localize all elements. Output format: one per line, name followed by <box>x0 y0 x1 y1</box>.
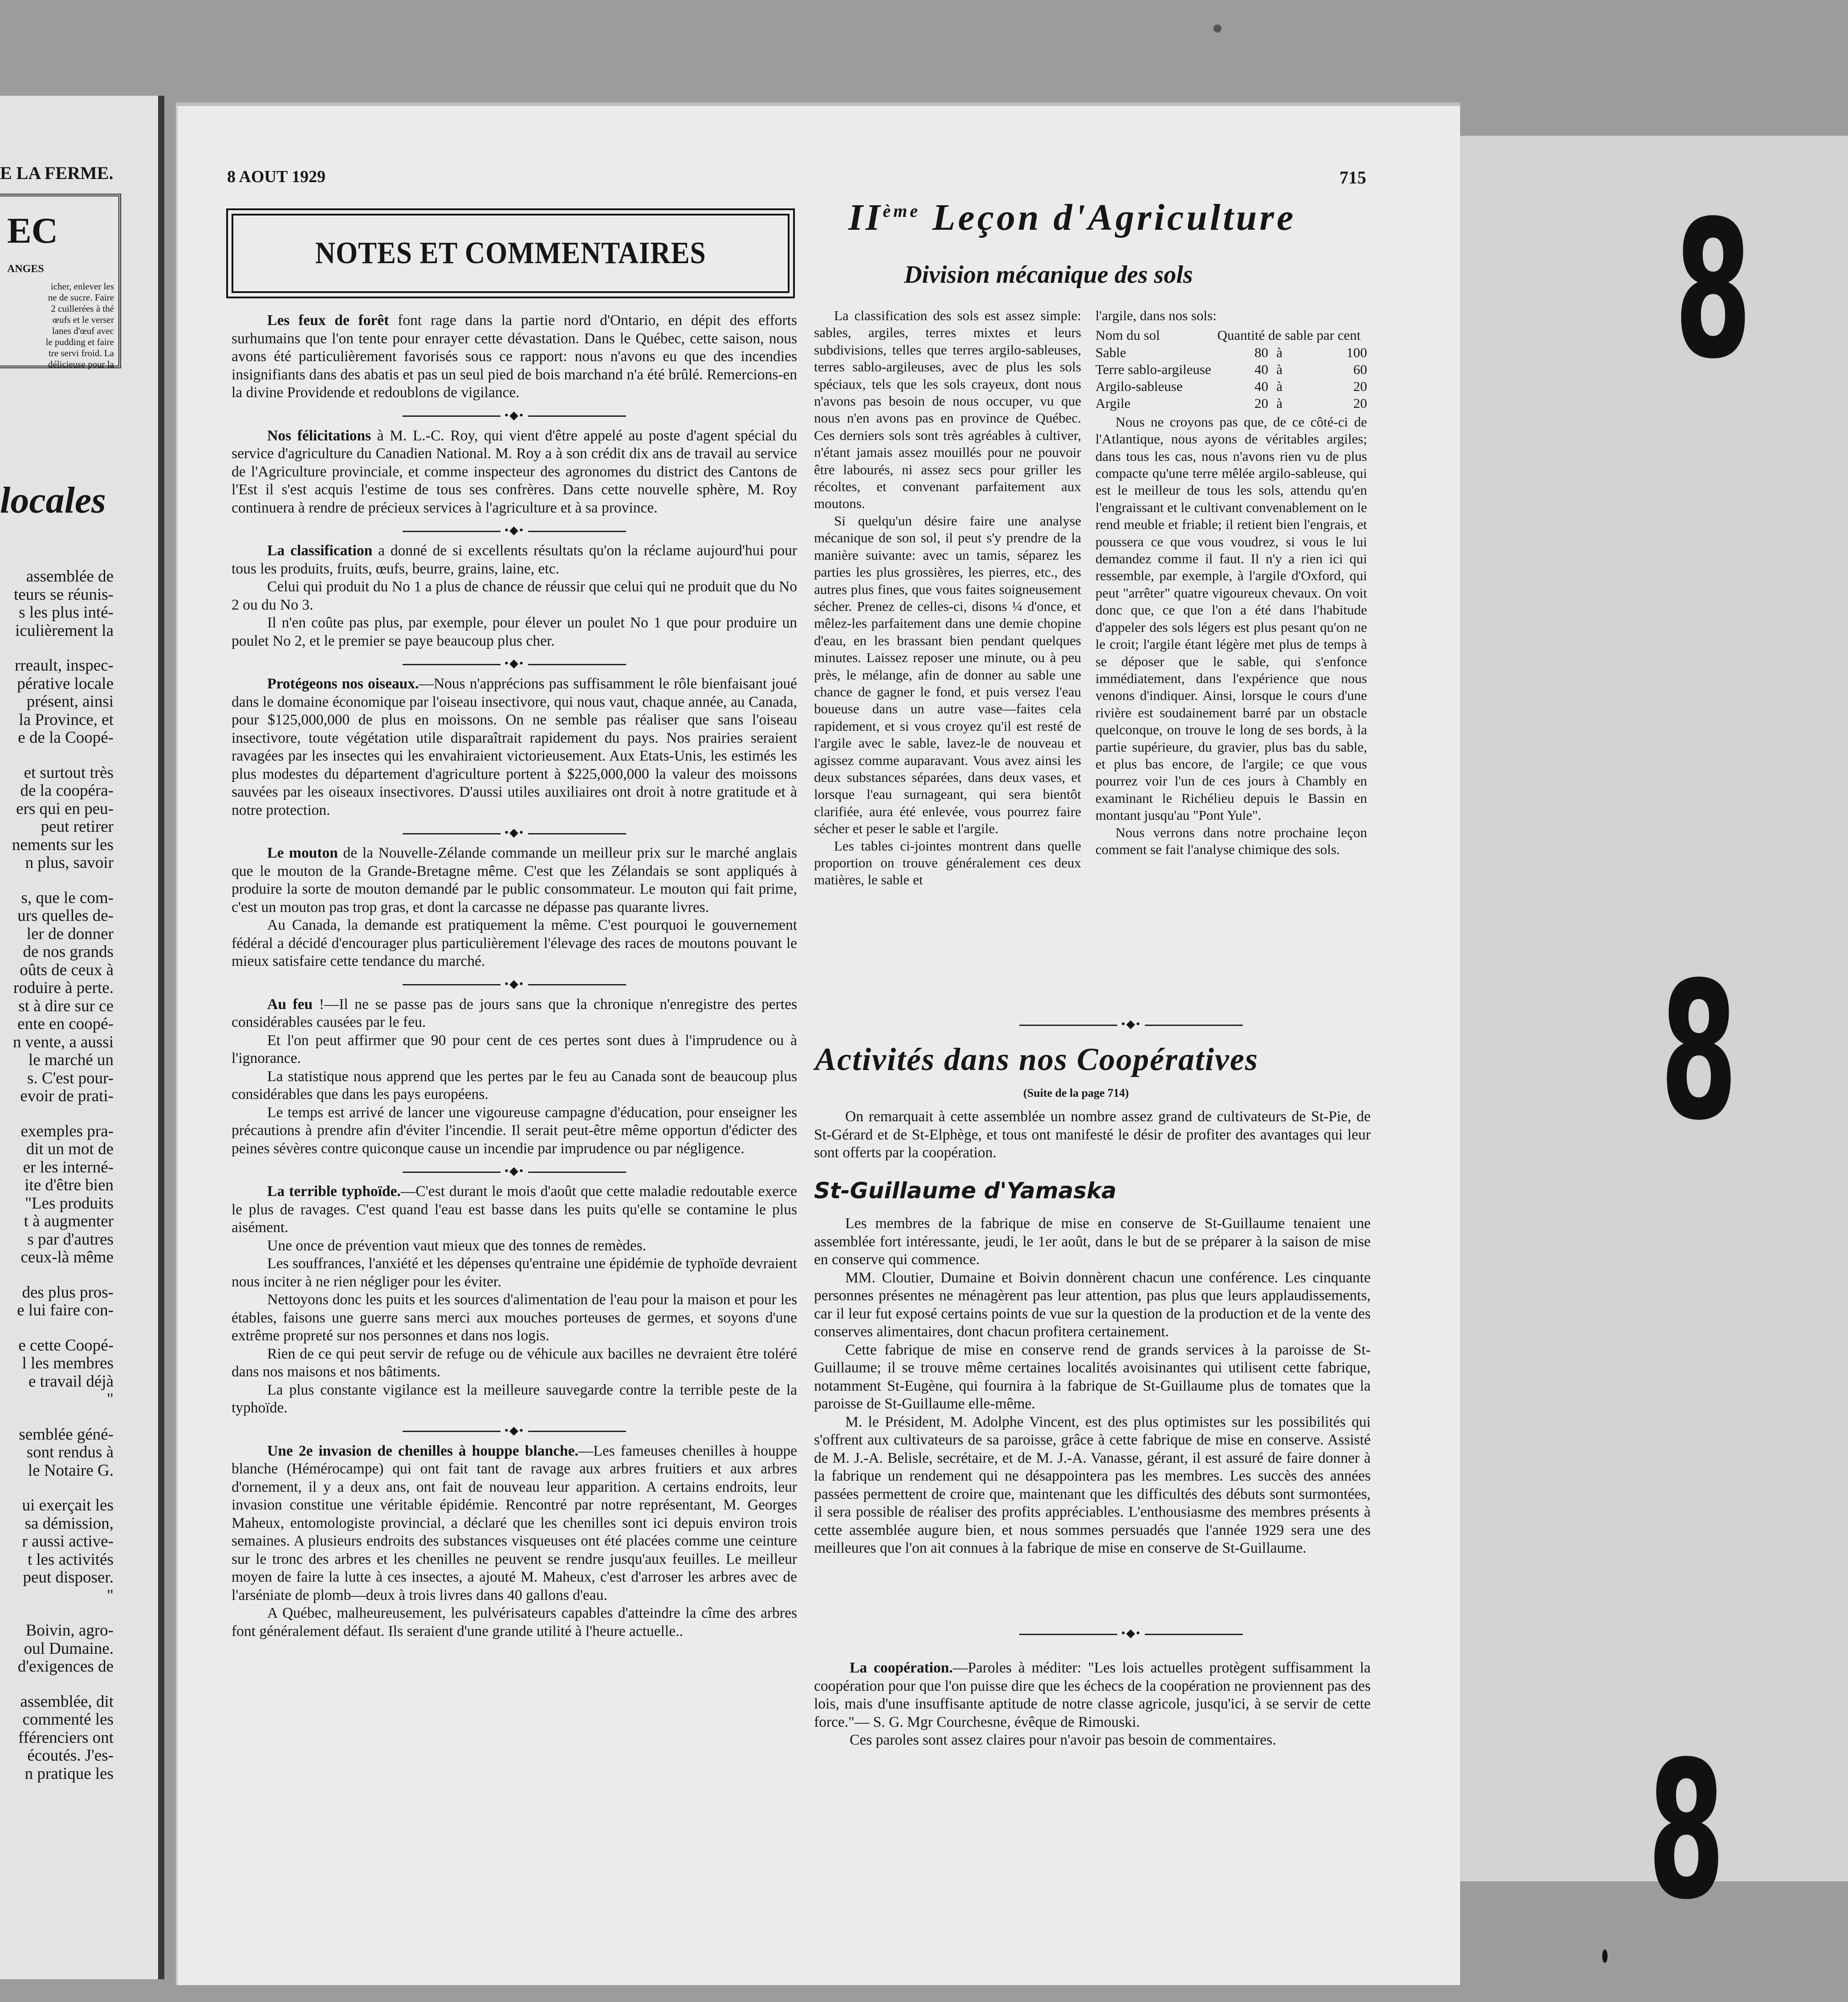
lesson-paragraph: La classification des sols est assez simple: sables, argiles, terres mixtes et leurs subdivisions, telles que terres argilo-sableuses, terres sablo-argileuses, avec de plus les sols spéciaux, tels que les sols crayeux, dont nous n'avons pas besoin de nous occuper, vu que nous n'en avons pas en province de Québec. Ces derniers sols sont très agréables à cultiver, n'étant jamais assez mouillés pour ne pouvoir être labourés, ni assez secs pour griller les récoltes, et convenant parfaitement aux moutons. <box>814 308 1081 512</box>
st-guillaume-paragraph: MM. Cloutier, Dumaine et Boivin donnèrent chacun une conférence. Les cinquante personnes présentes ne ménagèrent pas leur attention, pas plus que leurs applaudissements, car il leur fut exposé certains points de vue sur la question de la production et de la vente des conserves alimentaires, dont chacun profitera certainement. <box>814 1269 1371 1340</box>
note-text: à M. L.-C. Roy, qui vient d'être appelé au poste d'agent spécial du service d'agriculture du Canadien National. M. Roy a à son crédit dix ans de travail au service de l'Agriculture provinciale, et comme inspecteur des agronomes du district des Cantons de l'Est il s'est acquis l'estime de tous ses confrères. Dans cette nouvelle sphère, M. Roy continuera à rendre de précieux services à l'agriculture et à sa province. <box>232 427 797 516</box>
lesson-paragraph: Si quelqu'un désire faire une analyse mécanique de son sol, il peut s'y prendre de la manière suivante: avec un tamis, séparez les parties les plus grossières, les pierres, etc., des autres plus fines, que vous faites soigneusement sécher. Prenez de celles-ci, disons ¼ d'once, et mêlez-les parfaitement dans une demie chopine d'eau, en les brassant bien pendant quelques minutes. Laissez reposer une minute, ou à peu près, le mélange, afin de donner au sable une chance de gagner le fond, et puis versez l'eau boueuse dans un autre vase—faites cela rapidement, et si vous croyez qu'il est resté de l'argile avec le sable, lavez-le de nouveau et agissez comme auparavant. Vous avez ainsi les deux substances séparées, dans deux vases, et lorsque l'eau surnageant, qui sera bientôt clarifiée, aura été enlevée, vous pourrez faire sécher et peser le sable et l'argile. <box>814 513 1081 837</box>
note-article <box>232 1442 797 1641</box>
note-paragraph <box>232 1255 797 1291</box>
st-guillaume-paragraph: Cette fabrique de mise en conserve rend de grands services à la paroisse de St-Guillaume; il se trouve même certaines localités avoisinantes qui utilisent cette fabrique, notamment St-Eugène, qui fournira à la fabrique de St-Guillaume plus de tomates que la paroisse de St-Guillaume elle-même. <box>814 1341 1371 1412</box>
left-page-paragraph: exemples pra- dit un mot de er les interné- ite d'être bien "Les produits t à augmenter s par d'autres ceux-là même <box>20 1122 114 1266</box>
note-article <box>232 844 797 971</box>
soil-table-header-name: Nom du sol <box>1095 327 1160 343</box>
note-text: Et l'on peut affirmer que 90 pour cent de ces pertes sont dues à l'imprudence ou à l'ignorance. <box>232 1032 797 1066</box>
soil-from-cell: 20 <box>1254 395 1269 411</box>
page-date: 8 AOUT 1929 <box>227 167 326 186</box>
coop-title: Activités dans nos Coopératives <box>815 1042 1258 1077</box>
soil-to-cell: 20 <box>1353 395 1367 411</box>
soil-sep-cell: à <box>1276 378 1283 394</box>
left-recipe-box <box>0 194 121 368</box>
note-lead: Les feux de forêt <box>267 312 389 329</box>
note-divider: •◆• <box>232 655 797 675</box>
note-article <box>232 675 797 819</box>
st-guillaume-paragraph: Les membres de la fabrique de mise en conserve de St-Guillaume tenaient une assemblée fort intéressante, jeudi, le 1er août, dans le but de se préparer à la saison de mise en conserve qui commence. <box>814 1215 1371 1268</box>
cooperation-quote-lead: La coopération. <box>850 1660 953 1676</box>
soil-to-cell: 60 <box>1353 361 1367 377</box>
left-page-heading: locales <box>0 480 106 521</box>
section-divider: •◆• <box>1006 1015 1256 1036</box>
soil-sep-cell: à <box>1276 395 1283 411</box>
note-text: Nettoyons donc les puits et les sources d'alimentation de l'eau pour la maison et pour les étables, faisons une guerre sans merci aux mouches porteuses de germes, et soyons d'une extrême propreté sur nos personnes et dans nos logis. <box>232 1291 797 1344</box>
lesson-title <box>848 196 1296 239</box>
lesson-paragraph: Nous verrons dans notre prochaine leçon comment se fait l'analyse chimique des sols. <box>1095 824 1367 857</box>
note-paragraph <box>232 312 797 402</box>
soil-to-cell: 100 <box>1346 344 1367 360</box>
soil-name-cell: Argile <box>1095 395 1131 411</box>
side-mark: 8 <box>1674 180 1752 400</box>
note-text: Au Canada, la demande est pratiquement la même. C'est pourquoi le gouvernement fédéral a décidé d'encourager plus particulièrement l'élevage des races de moutons pouvant le mieux satisfaire cette tendance du marché. <box>232 917 797 969</box>
left-page-paragraph: assemblée, dit commenté les fférenciers ont écoutés. J'es- n pratique les <box>18 1692 114 1783</box>
section-divider: •◆• <box>1006 1624 1256 1645</box>
coop-continued-note: (Suite de la page 714) <box>1023 1086 1129 1099</box>
note-paragraph <box>232 542 797 578</box>
left-page-paragraph: semblée géné- sont rendus à le Notaire G. <box>19 1425 114 1480</box>
soil-table-row <box>1095 361 1367 378</box>
note-lead: Le mouton <box>267 845 338 861</box>
notes-title-box <box>232 214 790 293</box>
lesson-paragraph: Nous ne croyons pas que, de ce côté-ci de l'Atlantique, nous ayons de véritables argiles; dans tous les cas, nous n'avons rien vu de plus compacte qu'une terre mêlée argilo-sableuse, qui est le meilleur de tous les sols, attendu qu'en l'engraissant et le cultivant convenablement on le rend meuble et friable; il retient bien l'engrais, et poussera ce que vous voudrez, si vous le lui demandez comme il faut. Il n'y a rien ici qui ressemble, par exemple, à l'argile d'Oxford, qui peut "arrêter" quatre vigoureux chevaux. On voit donc que, ce que l'on a été dans l'habitude d'appeler des sols légers est plus pesant qu'on ne le croit; l'argile étant légère met plus de temps à se déposer que le sable, qui s'enfonce immédiatement, dans l'expérience que nous venons d'indiquer. Ainsi, lorsque le cours d'une rivière est soudainement barré par un obstacle quelconque, on trouve le long de ses bords, à la partie supérieure, du gravier, plus bas du sable, et plus bas encore, de l'argile; ce que vous pourrez voir l'un de ces jours à Chambly en examinant le Richélieu depuis le Bassin en montant jusqu'au "Pont Yule". <box>1095 414 1367 823</box>
left-page-paragraph: Boivin, agro- oul Dumaine. d'exigences de <box>17 1621 114 1676</box>
note-lead: Nos félicitations <box>267 427 371 444</box>
note-divider: •◆• <box>232 1162 797 1183</box>
note-text: —C'est durant le mois d'août que cette maladie redoutable exerce le plus de ravages. C'est quand l'eau est basse dans les puits qu'elle se contamine le plus aisément. <box>232 1183 797 1236</box>
soil-table-row <box>1095 378 1367 395</box>
page-number: 715 <box>1339 167 1366 187</box>
left-page-paragraph: e cette Coopé- l les membres e travail déjà " <box>18 1336 114 1408</box>
st-guillaume-heading: St-Guillaume d'Yamaska <box>814 1178 1117 1204</box>
left-page-paragraph: et surtout très de la coopéra- ers qui en peu- peut retirer nements sur les n plus, savoir <box>12 763 114 872</box>
left-page-paragraph: ui exerçait les sa démission, r aussi active- t les activités peut disposer. " <box>22 1496 114 1605</box>
soil-name-cell: Argilo-sableuse <box>1095 378 1183 394</box>
note-text: —Nous n'apprécions pas suffisamment le rôle bienfaisant joué dans le domaine économique par l'oiseau insectivore, qui nous vaut, chaque année, au Canada, pour $125,000,000 de plus en moissons. On ne semble pas réaliser que sans l'oiseau insectivore, toute végétation utile disparaîtrait rapidement du pays. Nos prairies seraient ravagées par les insectes qui les envahiraient victorieusement. Aux Etats-Unis, les estimés les plus modestes du département d'agriculture portent à $225,000,000 la valeur des moissons sauvées par les oiseaux insectivores. D'aussi utiles auxiliaires ont droit à notre gratitude et à notre protection. <box>232 675 797 818</box>
cooperation-quote-paragraph <box>814 1659 1371 1731</box>
note-text: Rien de ce qui peut servir de refuge ou de véhicule aux bacilles ne devraient être toléré dans nos maisons et nos bâtiments. <box>232 1345 797 1380</box>
note-divider: •◆• <box>232 824 797 844</box>
note-divider: •◆• <box>232 1422 797 1442</box>
lesson-left-column <box>814 307 1081 889</box>
note-paragraph <box>232 614 797 650</box>
note-text: font rage dans la partie nord d'Ontario, en dépit des efforts surhumains que l'on tente pour enrayer cette dévastation. Dans le Québec, cette saison, nous avons été particulièrement favorisés sous ce rapport: nous n'avons eu que des incendies insignifiants dans des abatis et pas un seul pied de bois marchand n'a été brûlé. Remercions-en la divine Providende et redoublons de vigilance. <box>232 312 797 401</box>
note-paragraph <box>232 1442 797 1605</box>
note-paragraph <box>232 1291 797 1345</box>
soil-to-cell: 20 <box>1353 378 1367 394</box>
soil-name-cell: Sable <box>1095 344 1126 360</box>
left-page-paragraph: s, que le com- urs quelles de- ler de donner de nos grands oûts de ceux à roduire à perte. st à dire sur ce ente en coopé- n vente, a aussi le marché un s. C'est pour- evoir de prati- <box>12 888 114 1105</box>
note-divider: •◆• <box>232 407 797 427</box>
note-paragraph <box>232 1237 797 1255</box>
note-lead: Une 2e invasion de chenilles à houppe blanche. <box>267 1442 578 1459</box>
ink-speck <box>1213 24 1221 33</box>
note-text: Une once de prévention vaut mieux que des tonnes de remèdes. <box>267 1237 647 1254</box>
cooperation-quote-end: Ces paroles sont assez claires pour n'avoir pas besoin de commentaires. <box>850 1732 1276 1748</box>
left-box-title: EC <box>7 210 58 251</box>
note-lead: Protégeons nos oiseaux. <box>267 675 419 692</box>
lesson-right-column <box>1095 307 1367 858</box>
soil-sep-cell: à <box>1276 361 1283 377</box>
note-text: !—Il ne se passe pas de jours sans que la chronique n'enregistre des pertes considérables causées par le feu. <box>232 996 798 1030</box>
left-page-body <box>0 568 114 1783</box>
left-page-strip <box>0 96 164 1979</box>
note-article <box>232 427 797 517</box>
lesson-right-paragraphs <box>1095 414 1367 859</box>
soil-table-header <box>1095 327 1367 344</box>
note-lead: La terrible typhoïde. <box>267 1183 401 1200</box>
side-mark: 8 <box>1660 941 1738 1162</box>
note-paragraph <box>232 844 797 916</box>
note-text: Le temps est arrivé de lancer une vigoureuse campagne d'éducation, pour enseigner les précautions à prendre afin d'éviter l'incendie. Il serait peut-être même opportun d'édicter des peines sévères contre quiconque cause un incendie par imprudence ou par négligence. <box>232 1104 797 1157</box>
note-paragraph <box>232 1032 797 1068</box>
cooperation-quote-text: —Paroles à méditer: "Les lois actuelles protègent suffisamment la coopération pour que l'on puisse dire que les échecs de la coopération ne proviennent pas des lois, mais d'une insuffisante aptitude de notre classe agricole, jusqu'ici, à se servir de cette force."— S. G. Mgr Courchesne, évêque de Rimouski. <box>814 1660 1371 1730</box>
soil-sep-cell: à <box>1276 344 1283 360</box>
note-paragraph <box>232 1345 797 1381</box>
left-page-paragraph: rreault, inspec- pérative locale présent, ainsi la Province, et e de la Coopé- <box>15 656 114 747</box>
note-text: —Les fameuses chenilles à houppe blanche (Hémérocampe) qui ont fait tant de ravage aux arbres fruitiers et aux arbres d'ornement, il y a deux ans, ont fait de nouveau leur apparition. A certains endroits, leur invasion constitue une véritable épidémie. Rencontré par notre représentant, M. Georges Maheux, entomologiste provincial, a déclaré que les chenilles sont ici depuis environ trois semaines. A plusieurs endroits des substances visqueuses ont été placées comme une ceinture sur le tronc des arbres et les chenilles ne peuvent se rendre jusqu'aux feuilles. Le meilleur moyen de faire la lutte à ces insectes, a ajouté M. Maheux, c'est d'arroser les arbres avec de l'arséniate de plomb—deux à trois livres dans 40 gallons d'eau. <box>232 1442 797 1603</box>
soil-table-row <box>1095 395 1367 412</box>
note-paragraph <box>232 675 797 819</box>
note-text: a donné de si excellents résultats qu'on la réclame aujourd'hui pour tous les produits, fruits, œufs, beurre, grains, laine, etc. <box>232 542 797 577</box>
note-text: A Québec, malheureusement, les pulvérisateurs capables d'atteindre la cîme des arbres font généralement défaut. Ils seraient d'une grande utilité à l'heure actuelle.. <box>232 1605 797 1640</box>
side-mark: 8 <box>1648 1721 1725 1941</box>
note-article <box>232 312 797 402</box>
note-divider: •◆• <box>232 521 797 542</box>
lesson-title-words: Leçon d'Agriculture <box>920 197 1296 238</box>
ink-speck <box>1602 1949 1608 1963</box>
note-paragraph <box>232 996 797 1032</box>
soil-name-cell: Terre sablo-argileuse <box>1095 361 1211 377</box>
note-paragraph <box>232 1183 797 1237</box>
left-box-text: icher, enlever les ne de sucre. Faire 2 cuillerées à thé œufs et le verser lanes d'œuf avec le pudding et faire tre servi froid. La délicieuse pour la <box>45 281 114 370</box>
note-paragraph <box>232 1604 797 1640</box>
soil-from-cell: 80 <box>1254 344 1269 360</box>
note-text: Il n'en coûte pas plus, par exemple, pour élever un poulet No 1 que pour produire un poulet No 2, et le premier se paye beaucoup plus cher. <box>232 614 797 649</box>
note-article <box>232 996 797 1158</box>
note-text: Les souffrances, l'anxiété et les dépenses qu'entraine une épidémie de typhoïde devraient nous inciter à ne rien négliger pour les éviter. <box>232 1255 797 1290</box>
soil-table-row <box>1095 344 1367 361</box>
lesson-table-intro: l'argile, dans nos sols: <box>1095 308 1217 323</box>
lesson-subtitle: Division mécanique des sols <box>904 261 1193 289</box>
note-lead: Au feu <box>267 996 313 1013</box>
note-paragraph <box>232 427 797 517</box>
soil-table-header-qty: Quantité de sable par cent <box>1217 327 1361 343</box>
note-paragraph <box>232 1104 797 1158</box>
right-margin-strip <box>1458 136 1848 1881</box>
soil-from-cell: 40 <box>1254 378 1269 394</box>
soil-from-cell: 40 <box>1254 361 1269 377</box>
cooperation-quote <box>814 1659 1371 1750</box>
notes-column <box>232 312 797 1645</box>
lesson-title-suffix: ème <box>883 201 921 221</box>
left-page-paragraph: assemblée de teurs se réunis- s les plus inté- iculièrement la <box>14 567 114 640</box>
note-text: de la Nouvelle-Zélande commande un meilleur prix sur le marché anglais que le mouton de la Grande-Bretagne même. C'est que les Zélandais se sont appliqués à produire la sorte de mouton demandé par le public consommateur. Le mouton qui fait prime, c'est un mouton pas trop gras, et dont la carcasse ne dépasse pas quarante livres. <box>232 845 797 916</box>
coop-intro: On remarquait à cette assemblée un nombre assez grand de cultivateurs de St-Pie, de St-Gérard et de St-Elphège, et tous ont manifesté le désir de profiter des avantages qui leur sont offerts par la coopération. <box>814 1108 1371 1161</box>
note-lead: La classification <box>267 542 373 559</box>
note-paragraph <box>232 916 797 971</box>
lesson-title-numeral: II <box>848 197 883 238</box>
notes-title: NOTES ET COMMENTAIRES <box>315 236 706 270</box>
note-article <box>232 542 797 650</box>
left-page-paragraph: des plus pros- e lui faire con- <box>17 1283 114 1319</box>
note-paragraph <box>232 1381 797 1417</box>
st-guillaume-body <box>814 1215 1371 1558</box>
lesson-paragraph: Les tables ci-jointes montrent dans quelle proportion on trouve généralement ces deux matières, le sable et <box>814 838 1081 888</box>
note-divider: •◆• <box>232 975 797 996</box>
left-box-subhead: ANGES <box>7 263 44 275</box>
note-paragraph <box>232 578 797 614</box>
note-text: Celui qui produit du No 1 a plus de chance de réussir que celui qui ne produit que du No 2 ou du No 3. <box>232 578 797 613</box>
note-paragraph <box>232 1068 797 1104</box>
left-page-header: E LA FERME. <box>0 163 114 183</box>
note-text: La statistique nous apprend que les pertes par le feu au Canada sont de beaucoup plus considérables que dans les pays européens. <box>232 1068 797 1103</box>
note-article <box>232 1183 797 1417</box>
st-guillaume-paragraph: M. le Président, M. Adolphe Vincent, est des plus optimistes sur les possibilités qui s'offrent aux cultivateurs de sa paroisse, grâce à cette fabrique de mise en conserve. Assisté de M. J.-A. Belisle, secrétaire, et de M. J.-A. Vanasse, gérant, il est assuré de faire donner à la fabrique un rendement qui ne désappointera pas les membres. Les succès des années passées permettent de croire que, maintenant que les difficultés des débuts sont surmontées, il sera possible de réaliser des profits appréciables. L'enthousiasme des membres présents à cette assemblée augure bien, et nous sommes persuadés que l'année 1929 sera une des meilleures que l'on ait connues à la fabrique de mise en conserve de St-Guillaume. <box>814 1413 1371 1556</box>
note-text: La plus constante vigilance est la meilleure sauvegarde contre la terrible peste de la typhoïde. <box>232 1381 797 1416</box>
soil-table <box>1095 327 1367 411</box>
